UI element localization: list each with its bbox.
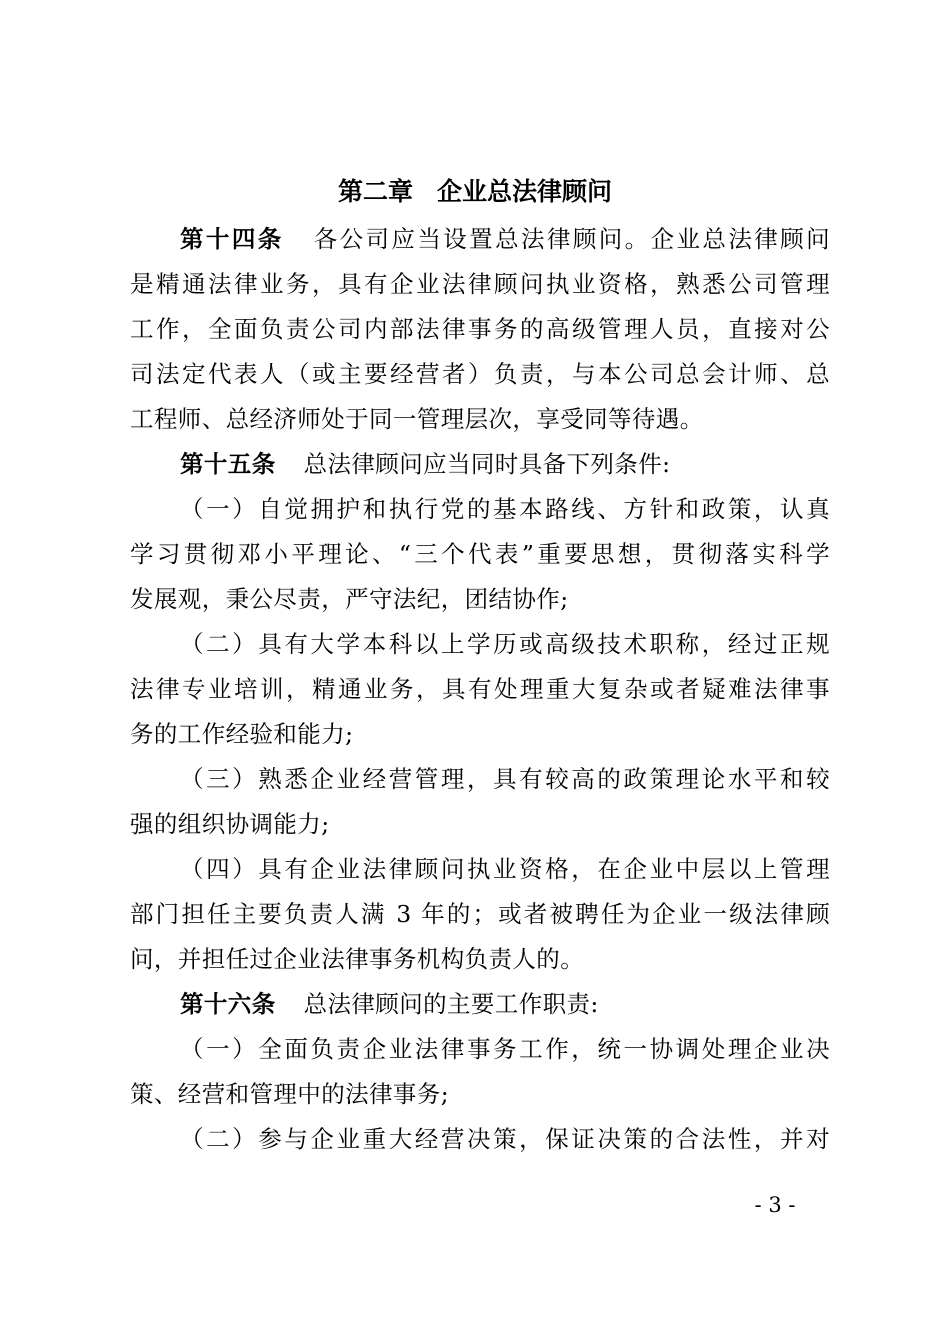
paragraph-line [130, 939, 830, 979]
page-number: - 3 - [754, 1193, 796, 1217]
paragraph-line [130, 534, 830, 574]
paragraph-line [180, 489, 830, 529]
paragraph-line [130, 1074, 830, 1114]
paragraph-line [180, 1119, 830, 1159]
line-text: 强的组织协调能力; [130, 810, 330, 838]
line-text: 学习贯彻邓小平理论、“三个代表”重要思想，贯彻落实科学 [130, 540, 830, 568]
paragraph-line [130, 894, 830, 934]
line-text: 工作，全面负责公司内部法律事务的高级管理人员，直接对公 [130, 315, 830, 343]
paragraph-line [130, 354, 830, 394]
paragraph-line [130, 669, 830, 709]
paragraph-line [180, 444, 830, 484]
paragraph-line [180, 624, 830, 664]
line-text: 务的工作经验和能力; [130, 720, 354, 748]
line-text: 问，并担任过企业法律事务机构负责人的。 [130, 945, 585, 973]
line-text: （二）参与企业重大经营决策，保证决策的合法性，并对 [180, 1125, 830, 1153]
paragraph-line [180, 1029, 830, 1069]
line-text: （四）具有企业法律顾问执业资格，在企业中层以上管理 [180, 855, 830, 883]
article-heading: 第十五条 [180, 450, 276, 478]
article-heading: 第十四条 [180, 225, 284, 253]
paragraph-line [180, 849, 830, 889]
paragraph-line [130, 579, 830, 619]
paragraph-line [130, 264, 830, 304]
article-heading: 第十六条 [180, 990, 276, 1018]
paragraph-line [130, 399, 830, 439]
line-text: 发展观，秉公尽责，严守法纪，团结协作; [130, 585, 569, 613]
line-text: 总法律顾问应当同时具备下列条件: [303, 450, 671, 478]
paragraph-line [180, 759, 830, 799]
line-text: 策、经营和管理中的法律事务; [130, 1080, 450, 1108]
line-text: （二）具有大学本科以上学历或高级技术职称，经过正规 [180, 630, 830, 658]
chapter-heading [0, 172, 950, 212]
paragraph-line [180, 219, 830, 259]
paragraph-line [130, 714, 830, 754]
line-text: （一）全面负责企业法律事务工作，统一协调处理企业决 [180, 1035, 830, 1063]
line-text: 总法律顾问的主要工作职责: [303, 990, 599, 1018]
chapter-number: 第二章 [337, 177, 413, 206]
line-text: 司法定代表人（或主要经营者）负责，与本公司总会计师、总 [130, 360, 830, 388]
line-text: 工程师、总经济师处于同一管理层次，享受同等待遇。 [130, 405, 704, 433]
line-text: 法律专业培训，精通业务，具有处理重大复杂或者疑难法律事 [130, 675, 830, 703]
paragraph-line [130, 309, 830, 349]
line-text: （三）熟悉企业经营管理，具有较高的政策理论水平和较 [180, 765, 830, 793]
paragraph-line [130, 804, 830, 844]
line-text: 部门担任主要负责人满 3 年的；或者被聘任为企业一级法律顾 [130, 900, 830, 928]
line-text: （一）自觉拥护和执行党的基本路线、方针和政策，认真 [180, 495, 830, 523]
line-text: 各公司应当设置总法律顾问。企业总法律顾问 [311, 225, 830, 253]
chapter-title: 企业总法律顾问 [437, 177, 613, 206]
paragraph-line [180, 984, 830, 1024]
line-text: 是精通法律业务，具有企业法律顾问执业资格，熟悉公司管理 [130, 270, 830, 298]
